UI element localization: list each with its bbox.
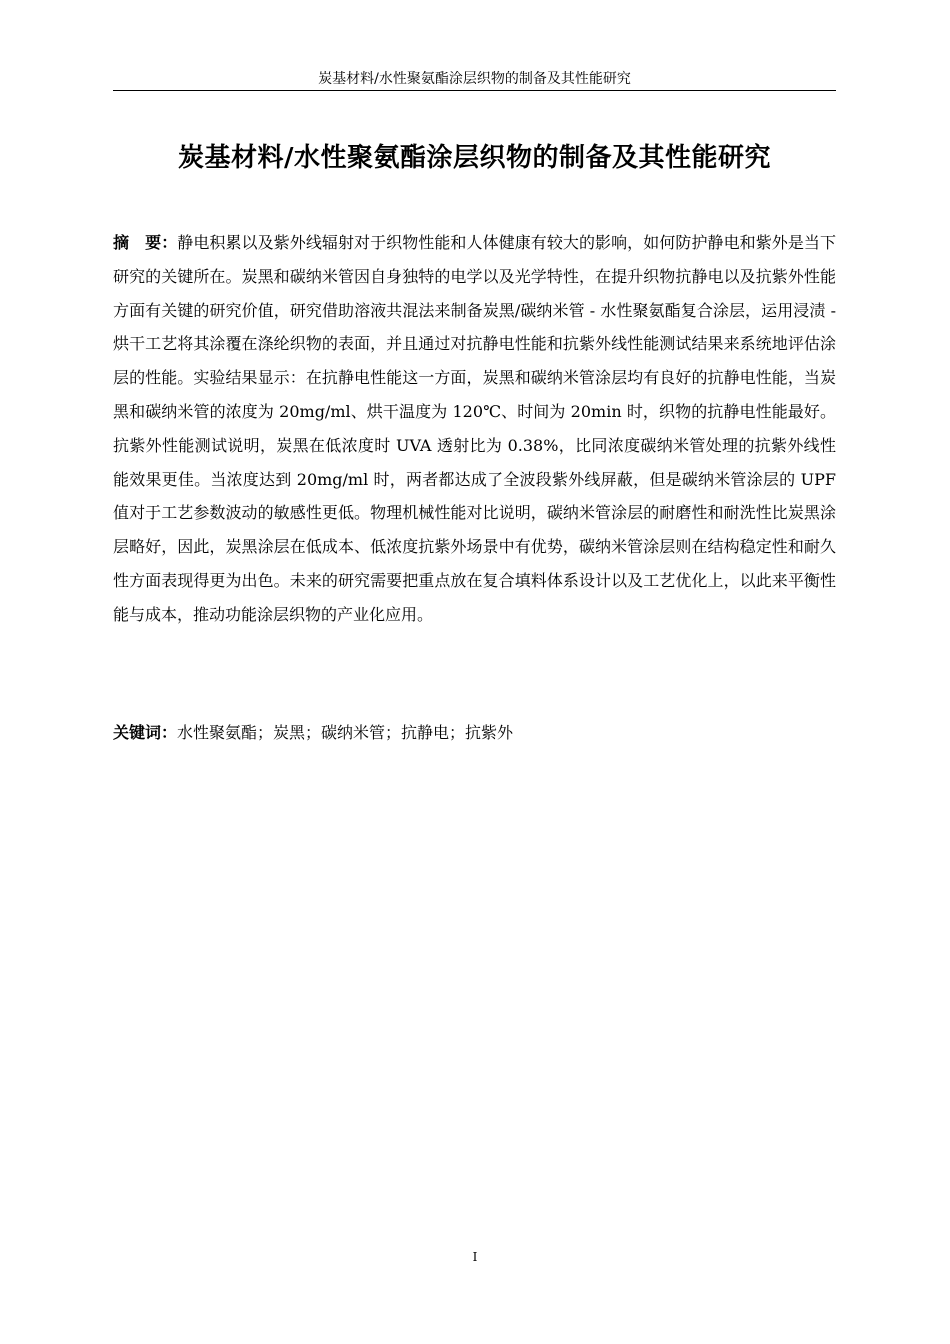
abstract-text: 静电积累以及紫外线辐射对于织物性能和人体健康有较大的影响，如何防护静电和紫外是当下研究的关键所在。炭黑和碳纳米管因自身独特的电学以及光学特性，在提升织物抗静电以及抗紫外性能方面有关键的研究价值，研究借助溶液共混法来制备炭黑/碳纳米管 - 水性聚氨酯复合涂层，运用浸渍 - 烘干工艺将其涂覆在涤纶织物的表面，并且通过对抗静电性能和抗紫外线性能测试结果来系统地评估涂层的性能。实验结果显示：在抗静电性能这一方面，炭黑和碳纳米管涂层均有良好的抗静电性能，当炭黑和碳纳米管的浓度为 20mg/ml、烘干温度为 120℃、时间为 20min 时，织物的抗静电性能最好。抗紫外性能测试说明，炭黑在低浓度时 UVA 透射比为 0.38%，比同浓度碳纳米管处理的抗紫外线性能效果更佳。当浓度达到 20mg/ml 时，两者都达成了全波段紫外线屏蔽，但是碳纳米管涂层的 UPF 值对于工艺参数波动的敏感性更低。物理机械性能对比说明，碳纳米管涂层的耐磨性和耐洗性比炭黑涂层略好，因此，炭黑涂层在低成本、低浓度抗紫外场景中有优势，碳纳米管涂层则在结构稳定性和耐久性方面表现得更为出色。未来的研究需要把重点放在复合填料体系设计以及工艺优化上，以此来平衡性能与成本，推动功能涂层织物的产业化应用。 [113,233,836,624]
document-title: 炭基材料/水性聚氨酯涂层织物的制备及其性能研究 [178,143,771,173]
keywords-line [113,720,836,746]
keywords-label: 关键词： [113,723,178,742]
abstract-label: 摘 要： [113,233,178,252]
keywords-text: 水性聚氨酯；炭黑；碳纳米管；抗静电；抗紫外 [177,723,514,742]
abstract-paragraph [113,226,836,632]
running-header [113,68,836,91]
page-number: I [472,1250,478,1264]
running-header-title: 炭基材料/水性聚氨酯涂层织物的制备及其性能研究 [318,71,631,87]
